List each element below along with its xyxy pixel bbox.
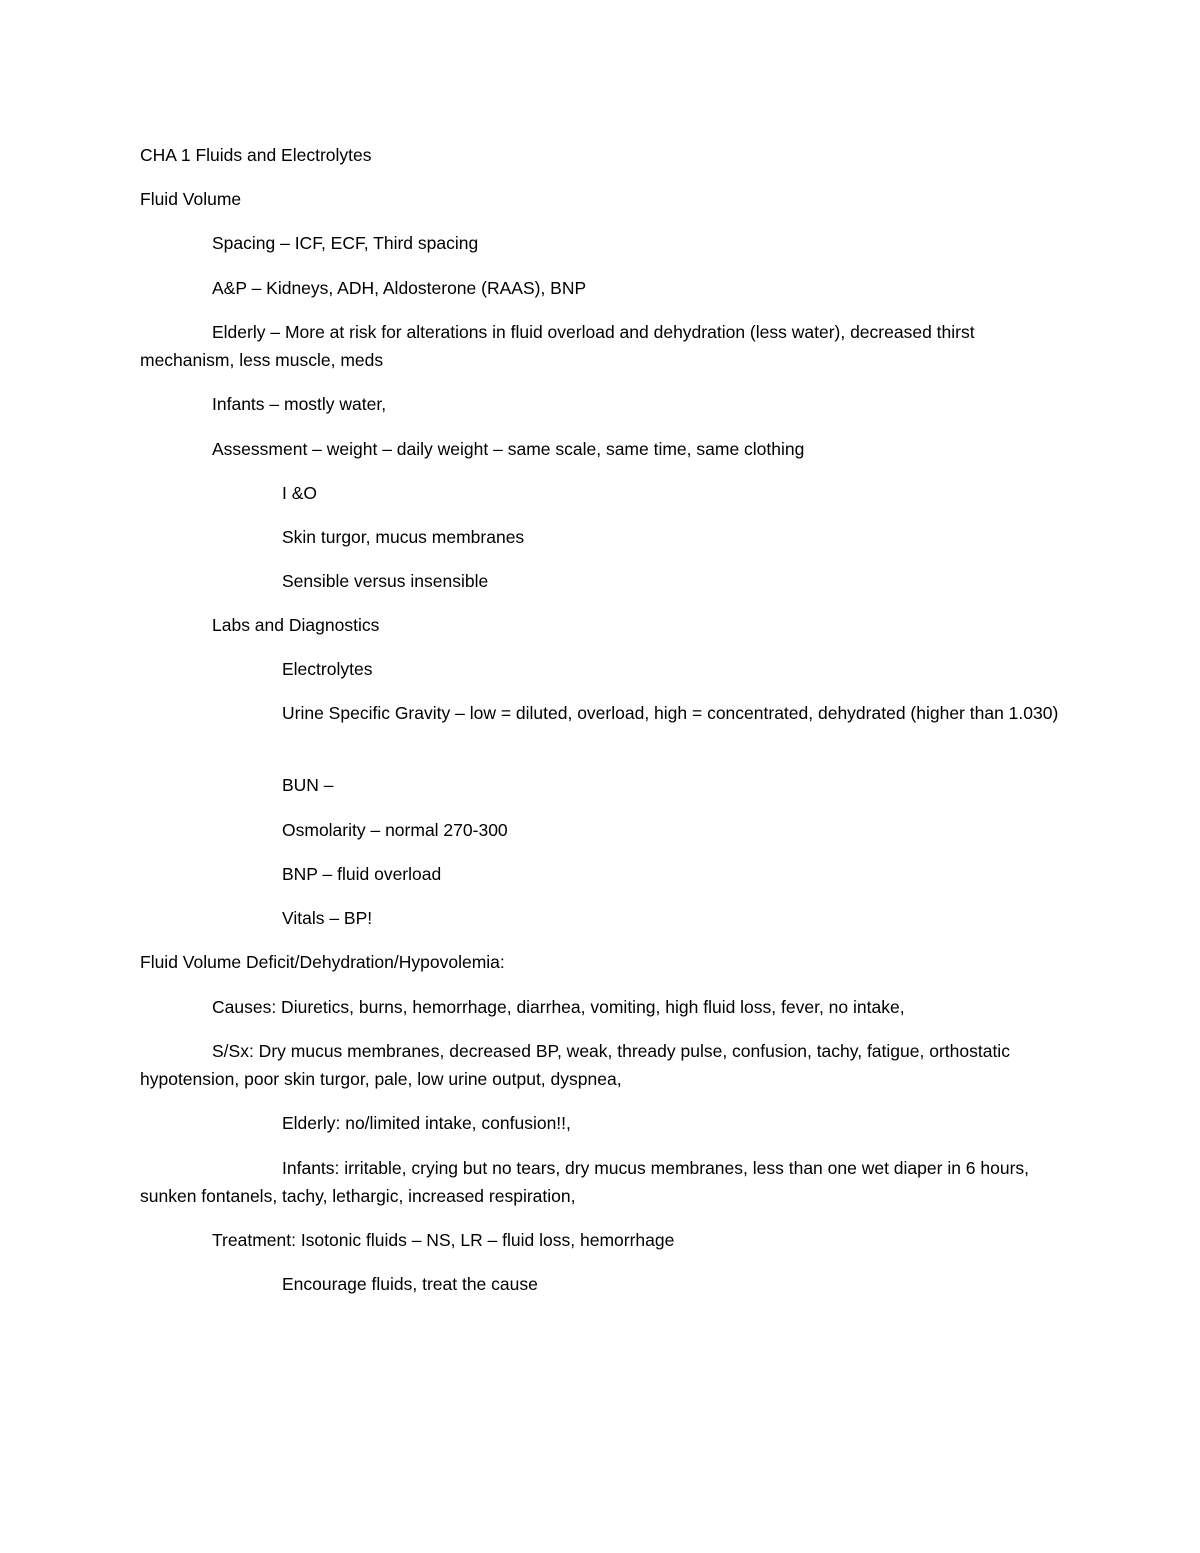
labs-item-osmolarity: Osmolarity – normal 270-300 — [282, 820, 508, 840]
spacing-line: Spacing – ICF, ECF, Third spacing — [212, 233, 479, 253]
section-heading-fluid-volume-deficit: Fluid Volume Deficit/Dehydration/Hypovolemia: — [140, 952, 505, 972]
encourage-fluids-line: Encourage fluids, treat the cause — [282, 1274, 538, 1294]
labs-heading: Labs and Diagnostics — [212, 615, 380, 635]
elderly-paragraph: Elderly – More at risk for alterations in fluid overload and dehydration (less water), decreased thirst mechanism, less muscle, meds — [140, 322, 975, 370]
labs-item-urine-specific-gravity: Urine Specific Gravity – low = diluted, overload, high = concentrated, dehydrated (higher than 1.030) — [282, 703, 1059, 723]
section-heading-fluid-volume: Fluid Volume — [140, 189, 242, 209]
ssx-paragraph: S/Sx: Dry mucus membranes, decreased BP, weak, thready pulse, confusion, tachy, fatigue, orthostatic hypotension, poor skin turgor, pale, low urine output, dyspnea, — [140, 1041, 1010, 1089]
assessment-item-io: I &O — [282, 483, 318, 503]
labs-item-bun: BUN – — [282, 775, 334, 795]
causes-line: Causes: Diuretics, burns, hemorrhage, diarrhea, vomiting, high fluid loss, fever, no intake, — [212, 997, 905, 1017]
ap-line: A&P – Kidneys, ADH, Aldosterone (RAAS), BNP — [212, 278, 587, 298]
deficit-elderly-line: Elderly: no/limited intake, confusion!!, — [282, 1113, 571, 1133]
labs-item-bnp: BNP – fluid overload — [282, 864, 442, 884]
deficit-infants-paragraph: Infants: irritable, crying but no tears, dry mucus membranes, less than one wet diaper in 6 hours, sunken fontanels, tachy, lethargic, increased respiration, — [140, 1158, 1030, 1206]
infants-line: Infants – mostly water, — [212, 394, 387, 414]
assessment-line: Assessment – weight – daily weight – same scale, same time, same clothing — [212, 439, 805, 459]
treatment-line: Treatment: Isotonic fluids – NS, LR – fluid loss, hemorrhage — [212, 1230, 675, 1250]
assessment-item-skin-turgor: Skin turgor, mucus membranes — [282, 527, 525, 547]
document-title: CHA 1 Fluids and Electrolytes — [140, 145, 372, 165]
labs-item-vitals: Vitals – BP! — [282, 908, 373, 928]
labs-item-electrolytes: Electrolytes — [282, 659, 373, 679]
assessment-item-sensible: Sensible versus insensible — [282, 571, 489, 591]
